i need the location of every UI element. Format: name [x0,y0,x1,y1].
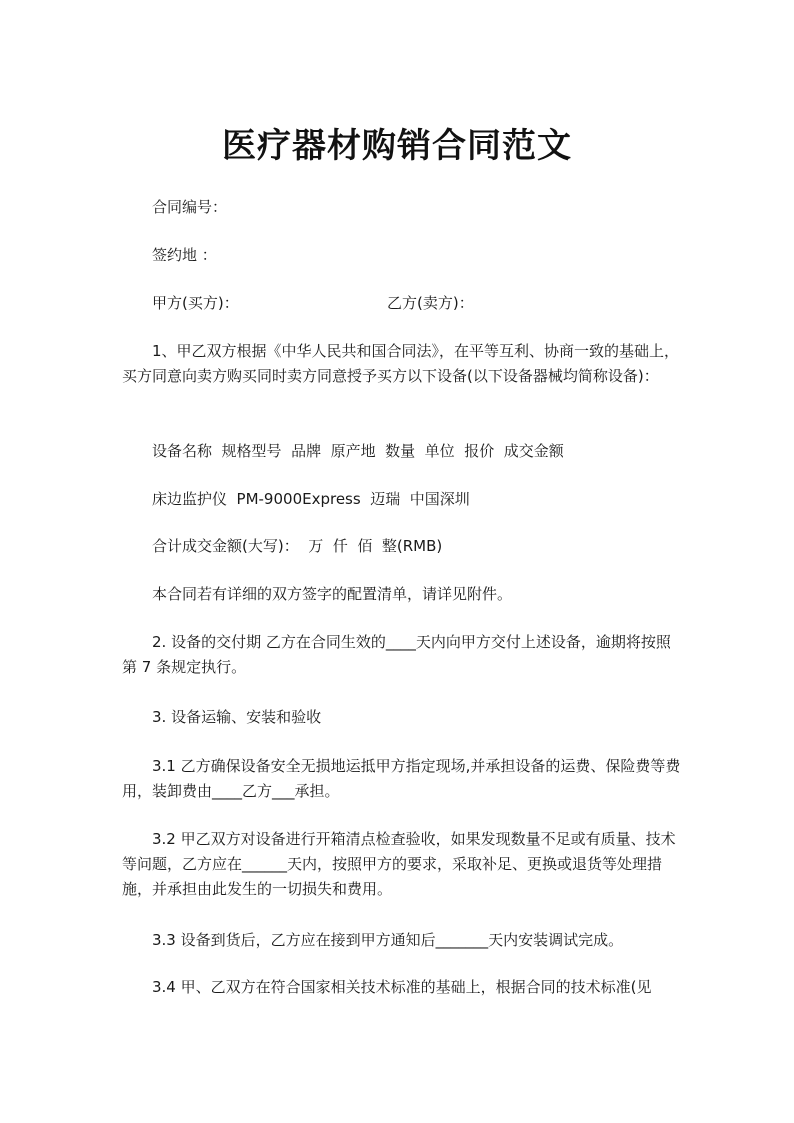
signing-place-label: 签约地 ： [152,246,217,264]
total-amount-line: 合计成交金额(大写)： 万 仟 佰 整(RMB) [152,537,443,555]
party-a-label: 甲方(买方)： [152,294,239,312]
clause-3-3: 3.3 设备到货后，乙方应在接到甲方通知后_______天内安装调试完成。 [152,931,624,949]
clause-3-1: 3.1 乙方确保设备安全无损地运抵甲方指定现场,并承担设备的运费、保险费等费用，装卸费由____乙方___承担。 [122,757,681,800]
attachment-note: 本合同若有详细的双方签字的配置清单，请详见附件。 [152,585,513,603]
clause-2: 2. 设备的交付期 乙方在合同生效的____天内向甲方交付上述设备，逾期将按照第 7 条规定执行。 [122,633,671,676]
clause-1: 1、甲乙双方根据《中华人民共和国合同法》，在平等互利、协商一致的基础上，买方同意向卖方购买同时卖方同意授予买方以下设备(以下设备器械均简称设备)： [122,342,680,385]
clause-3-2: 3.2 甲乙双方对设备进行开箱清点检查验收，如果发现数量不足或有质量、技术等问题，乙方应在______天内，按照甲方的要求，采取补足、更换或退货等处理措施，并承担由此发生的一切损失和费用。 [122,830,676,898]
document-title: 医疗器材购销合同范文 [222,126,572,166]
contract-number-label: 合同编号： [152,198,228,216]
clause-3-heading: 3. 设备运输、安装和验收 [152,708,322,726]
equipment-table-row: 床边监护仪 PM-9000Express 迈瑞 中国深圳 [152,490,470,508]
clause-3-4: 3.4 甲、乙双方在符合国家相关技术标准的基础上，根据合同的技术标准(见 [152,978,652,996]
equipment-table-header: 设备名称 规格型号 品牌 原产地 数量 单位 报价 成交金额 [152,442,564,460]
party-b-label: 乙方(卖方)： [387,294,474,312]
